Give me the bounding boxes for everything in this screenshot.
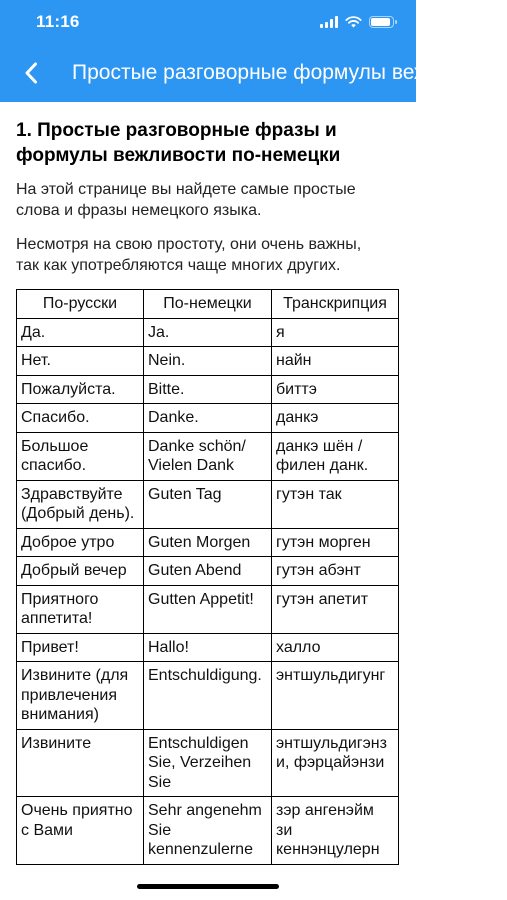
- back-button[interactable]: [18, 60, 44, 86]
- cell-transcription: гутэн апетит: [272, 585, 399, 633]
- status-icons: [320, 14, 394, 30]
- cell-german: Guten Tag: [144, 480, 272, 528]
- table-row: [17, 318, 399, 347]
- cell-german: Danke.: [144, 404, 272, 433]
- table-row: [17, 432, 399, 480]
- cell-german: Ja.: [144, 318, 272, 347]
- cell-transcription: энтшульдигунг: [272, 662, 399, 730]
- battery-level: [371, 18, 390, 26]
- table-row: [17, 528, 399, 557]
- app-bar: [0, 0, 507, 102]
- home-indicator: [137, 884, 279, 889]
- table-row: [17, 729, 399, 797]
- table-row: [17, 633, 399, 662]
- cell-russian: Извините: [17, 729, 144, 797]
- cell-transcription: энтшульдигэнзи, фэрцайэнзи: [272, 729, 399, 797]
- wifi-icon: [345, 16, 362, 28]
- cell-transcription: гутэн морген: [272, 528, 399, 557]
- cell-transcription: найн: [272, 347, 399, 376]
- table-row: [17, 375, 399, 404]
- table-row: [17, 404, 399, 433]
- cellular-signal-icon: [320, 16, 338, 28]
- table-row: [17, 347, 399, 376]
- phrases-table: [16, 289, 399, 865]
- cell-transcription: данкэ: [272, 404, 399, 433]
- cell-russian: Очень приятно с Вами: [17, 797, 144, 865]
- cell-german: Nein.: [144, 347, 272, 376]
- chevron-left-icon: [24, 62, 38, 84]
- cell-russian: Нет.: [17, 347, 144, 376]
- article-scroll-view[interactable]: [0, 102, 416, 900]
- cell-transcription: данкэ шён / филен данк.: [272, 432, 399, 480]
- cell-transcription: биттэ: [272, 375, 399, 404]
- cell-transcription: я: [272, 318, 399, 347]
- page-title: Простые разговорные формулы вежливости: [72, 61, 507, 84]
- cell-german: Entschuldigung.: [144, 662, 272, 730]
- cell-russian: Извините (для привлечения внимания): [17, 662, 144, 730]
- table-row: [17, 557, 399, 586]
- cell-german: Gutten Appetit!: [144, 585, 272, 633]
- cell-russian: Да.: [17, 318, 144, 347]
- cell-german: Guten Abend: [144, 557, 272, 586]
- section-heading: 1. Простые разговорные фразы и формулы вежливости по-немецки: [16, 120, 341, 166]
- cell-transcription: гутэн так: [272, 480, 399, 528]
- status-time: 11:16: [36, 12, 80, 31]
- column-header-transcription: Транскрипция: [272, 290, 399, 319]
- cell-german: Bitte.: [144, 375, 272, 404]
- cell-transcription: гутэн абэнт: [272, 557, 399, 586]
- cell-russian: Добрый вечер: [17, 557, 144, 586]
- intro-paragraph: Несмотря на свою простоту, они очень важны, так как употребляются чаще многих других.: [16, 236, 362, 274]
- cell-german: Sehr angenehm Sie kennenzulerne: [144, 797, 272, 865]
- column-header-russian: По-русски: [17, 290, 144, 319]
- cell-russian: Большое спасибо.: [17, 432, 144, 480]
- column-header-german: По-немецки: [144, 290, 272, 319]
- cell-german: Guten Morgen: [144, 528, 272, 557]
- cell-russian: Здравствуйте (Добрый день).: [17, 480, 144, 528]
- cell-german: Entschuldigen Sie, Verzeihen Sie: [144, 729, 272, 797]
- table-row: [17, 480, 399, 528]
- intro-paragraph: На этой странице вы найдете самые простые слова и фразы немецкого языка.: [16, 181, 356, 219]
- battery-icon: [369, 16, 394, 28]
- cell-russian: Доброе утро: [17, 528, 144, 557]
- cell-transcription: зэр ангенэйм зи кеннэнцулерн: [272, 797, 399, 865]
- cell-german: Hallo!: [144, 633, 272, 662]
- cell-russian: Спасибо.: [17, 404, 144, 433]
- cell-russian: Приятного аппетита!: [17, 585, 144, 633]
- cell-russian: Привет!: [17, 633, 144, 662]
- table-row: [17, 585, 399, 633]
- cell-transcription: халло: [272, 633, 399, 662]
- cell-russian: Пожалуйста.: [17, 375, 144, 404]
- cell-german: Danke schön/ Vielen Dank: [144, 432, 272, 480]
- table-row: [17, 662, 399, 730]
- table-header-row: [17, 290, 399, 319]
- status-bar: [0, 0, 416, 46]
- table-row: [17, 797, 399, 865]
